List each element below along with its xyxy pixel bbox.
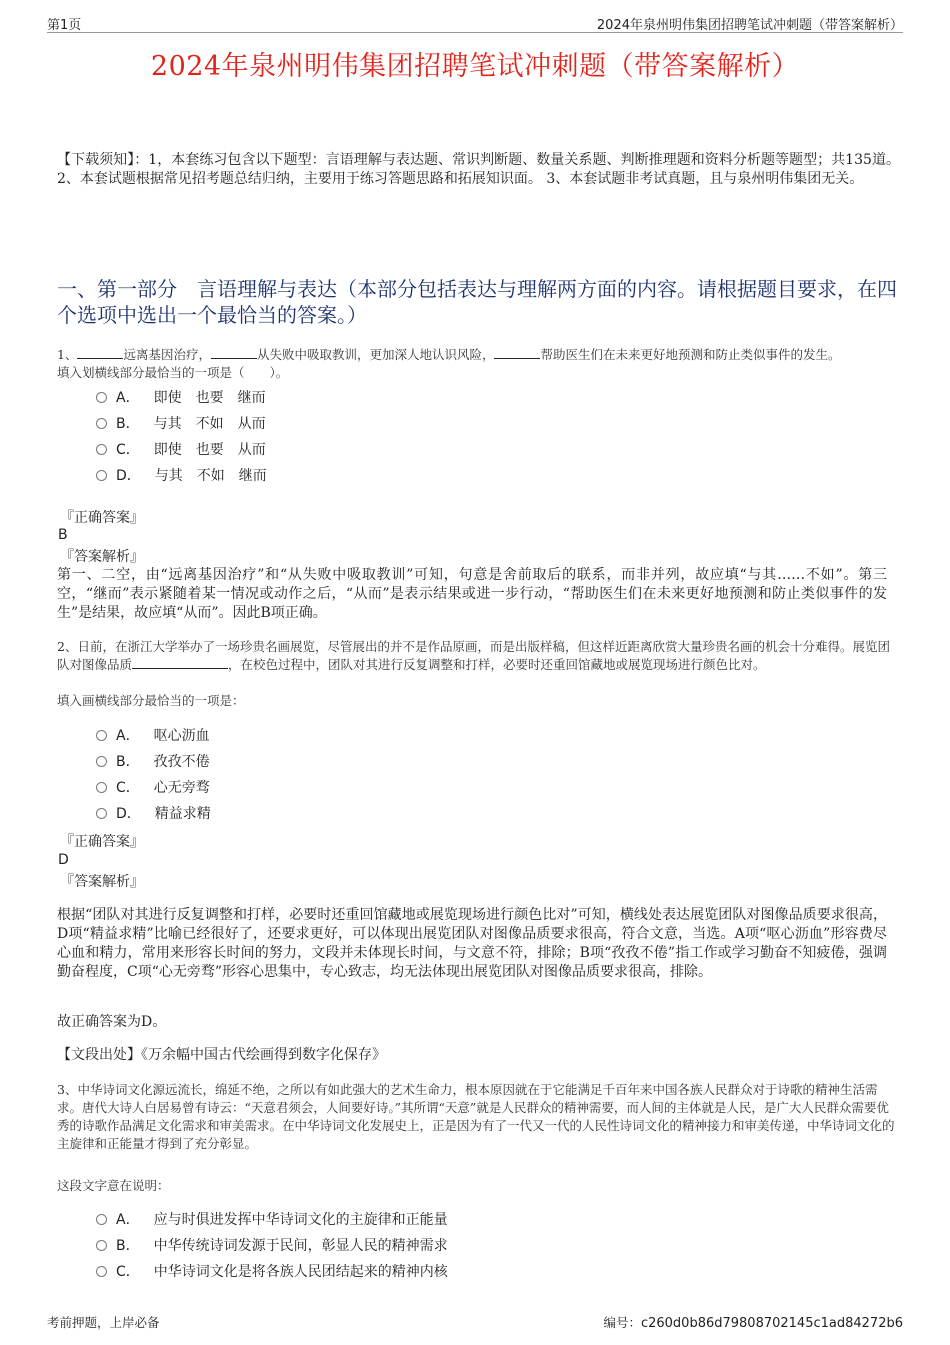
q3-option-a[interactable]: A． 应与时俱进发挥中华诗词文化的主旋律和正能量 [96, 1209, 448, 1231]
q2-option-c[interactable]: C． 心无旁骛 [96, 777, 210, 799]
question-number: 3、 [57, 1082, 78, 1097]
document-code: 编号：c260d0b86d79808702145c1ad84272b6 [603, 1315, 903, 1331]
radio-icon[interactable] [96, 1240, 107, 1251]
question-number: 1、 [57, 347, 78, 362]
footer-slogan: 考前押题，上岸必备 [47, 1315, 160, 1330]
q1-option-c[interactable]: C． 即使 也要 从而 [96, 439, 266, 461]
analysis-label: 『答案解析』 [60, 874, 144, 890]
question-prompt: 填入划横线部分最恰当的一项是（ ）。 [57, 365, 289, 380]
answer-label: 『正确答案』 [60, 834, 144, 850]
analysis-conclusion: 故正确答案为D。 [57, 1014, 167, 1030]
radio-icon[interactable] [96, 1266, 107, 1277]
text-source: 【文段出处】《万余幅中国古代绘画得到数字化保存》 [57, 1047, 386, 1063]
q2-option-d[interactable]: D． 精益求精 [96, 803, 211, 825]
correct-answer: D [58, 852, 69, 868]
blank-line [132, 656, 228, 669]
section-title: 一、第一部分 言语理解与表达（本部分包括表达与理解两方面的内容。请根据题目要求，在四个选项中选出一个最恰当的答案。） [57, 277, 897, 327]
q1-option-d[interactable]: D． 与其 不如 继而 [96, 465, 267, 487]
download-notice: 【下载须知】：1，本套练习包含以下题型：言语理解与表达题、常识判断题、数量关系题、判断推理题和资料分析题等题型；共135道。 2、本套试题根据常见招考题总结归纳，主要用于练习答题思路和拓展知识面。 3、本套试题非考试真题，且与泉州明伟集团无关。 [57, 152, 900, 187]
blank-line [494, 346, 540, 359]
radio-icon[interactable] [96, 418, 107, 429]
q1-option-b[interactable]: B． 与其 不如 从而 [96, 413, 266, 435]
answer-label: 『正确答案』 [60, 510, 144, 526]
page-title: 2024年泉州明伟集团招聘笔试冲刺题（带答案解析） [150, 51, 800, 82]
question-prompt: 这段文字意在说明： [57, 1178, 170, 1193]
q3-option-c[interactable]: C． 中华诗词文化是将各族人民团结起来的精神内核 [96, 1261, 448, 1283]
q3-option-b[interactable]: B． 中华传统诗词发源于民间，彰显人民的精神需求 [96, 1235, 448, 1257]
header-divider [47, 32, 903, 33]
radio-icon[interactable] [96, 808, 107, 819]
radio-icon[interactable] [96, 782, 107, 793]
blank-line [211, 346, 257, 359]
radio-icon[interactable] [96, 730, 107, 741]
header-doc-title: 2024年泉州明伟集团招聘笔试冲刺题（带答案解析） [596, 18, 903, 33]
question-prompt: 填入画横线部分最恰当的一项是： [57, 693, 245, 708]
analysis-label: 『答案解析』 [60, 549, 144, 565]
question-number: 2、 [57, 639, 78, 654]
question-3-stem: 3、中华诗词文化源远流长，绵延不绝，之所以有如此强大的艺术生命力，根本原因就在于它能满足千百年来中国各族人民群众对于诗歌的精神生活需求。唐代大诗人白居易曾有诗云：“天意君须会，人间要好诗。”其所谓“天意”就是人民群众的精神需要，而人间的主体就是人民，是广大人民群众需要优秀的诗歌作品满足文化需求和审美需求。在中华诗词文化发展史上，正是因为有了一代又一代的人民性诗词文化的精神接力和审美传递，中华诗词文化的主旋律和正能量才得到了充分彰显。 [57, 1082, 895, 1151]
q2-option-a[interactable]: A． 呕心沥血 [96, 725, 210, 747]
question-1-stem: 1、 远离基因治疗， 从失败中吸取教训，更加深人地认识风险， 帮助医生们在未来更好地预测和防止类似事件的发生。 填入划横线部分最恰当的一项是（ ）。 [57, 347, 841, 380]
question-2-stem: 2、日前，在浙江大学举办了一场珍贵名画展览，尽管展出的并不是作品原画，而是出版样稿，但这样近距离欣赏大量珍贵名画的机会十分难得。展览团队对图像品质 ，在校色过程中，团队对其进行反复调整和打样，必要时还重回馆藏地或展览现场进行颜色比对。 [57, 639, 890, 672]
page-header [47, 14, 903, 32]
analysis-text: 根据“团队对其进行反复调整和打样，必要时还重回馆藏地或展览现场进行颜色比对”可知，横线处表达展览团队对图像品质要求很高，D项“精益求精”比喻已经很好了，还要求更好，可以体现出展览团队对图像品质要求很高，符合文意，当选。A项“呕心沥血”形容费尽心血和精力，常用来形容长时间的努力，文段并未体现长时间，与文意不符，排除；B项“孜孜不倦”指工作或学习勤奋不知疲倦，强调勤奋程度，C项“心无旁骛”形容心思集中，专心致志，均无法体现出展览团队对图像品质要求很高，排除。 [57, 907, 887, 980]
q1-option-a[interactable]: A． 即使 也要 继而 [96, 387, 266, 409]
radio-icon[interactable] [96, 1214, 107, 1225]
page-footer [47, 1313, 903, 1331]
radio-icon[interactable] [96, 756, 107, 767]
correct-answer: B [58, 527, 68, 543]
radio-icon[interactable] [96, 444, 107, 455]
q2-option-b[interactable]: B． 孜孜不倦 [96, 751, 210, 773]
radio-icon[interactable] [96, 392, 107, 403]
radio-icon[interactable] [96, 470, 107, 481]
blank-line [77, 346, 123, 359]
analysis-text: 第一、二空，由“远离基因治疗”和“从失败中吸取教训”可知，句意是舍前取后的联系，而非并列，故应填“与其……不如”。第三空，“继而”表示紧随着某一情况或动作之后，“从而”是表示结果或进一步行动，“帮助医生们在未来更好地预测和防止类似事件的发生”是结果，故应填“从而”。因此B项正确。 [57, 567, 887, 621]
page-number: 第1页 [47, 18, 82, 33]
